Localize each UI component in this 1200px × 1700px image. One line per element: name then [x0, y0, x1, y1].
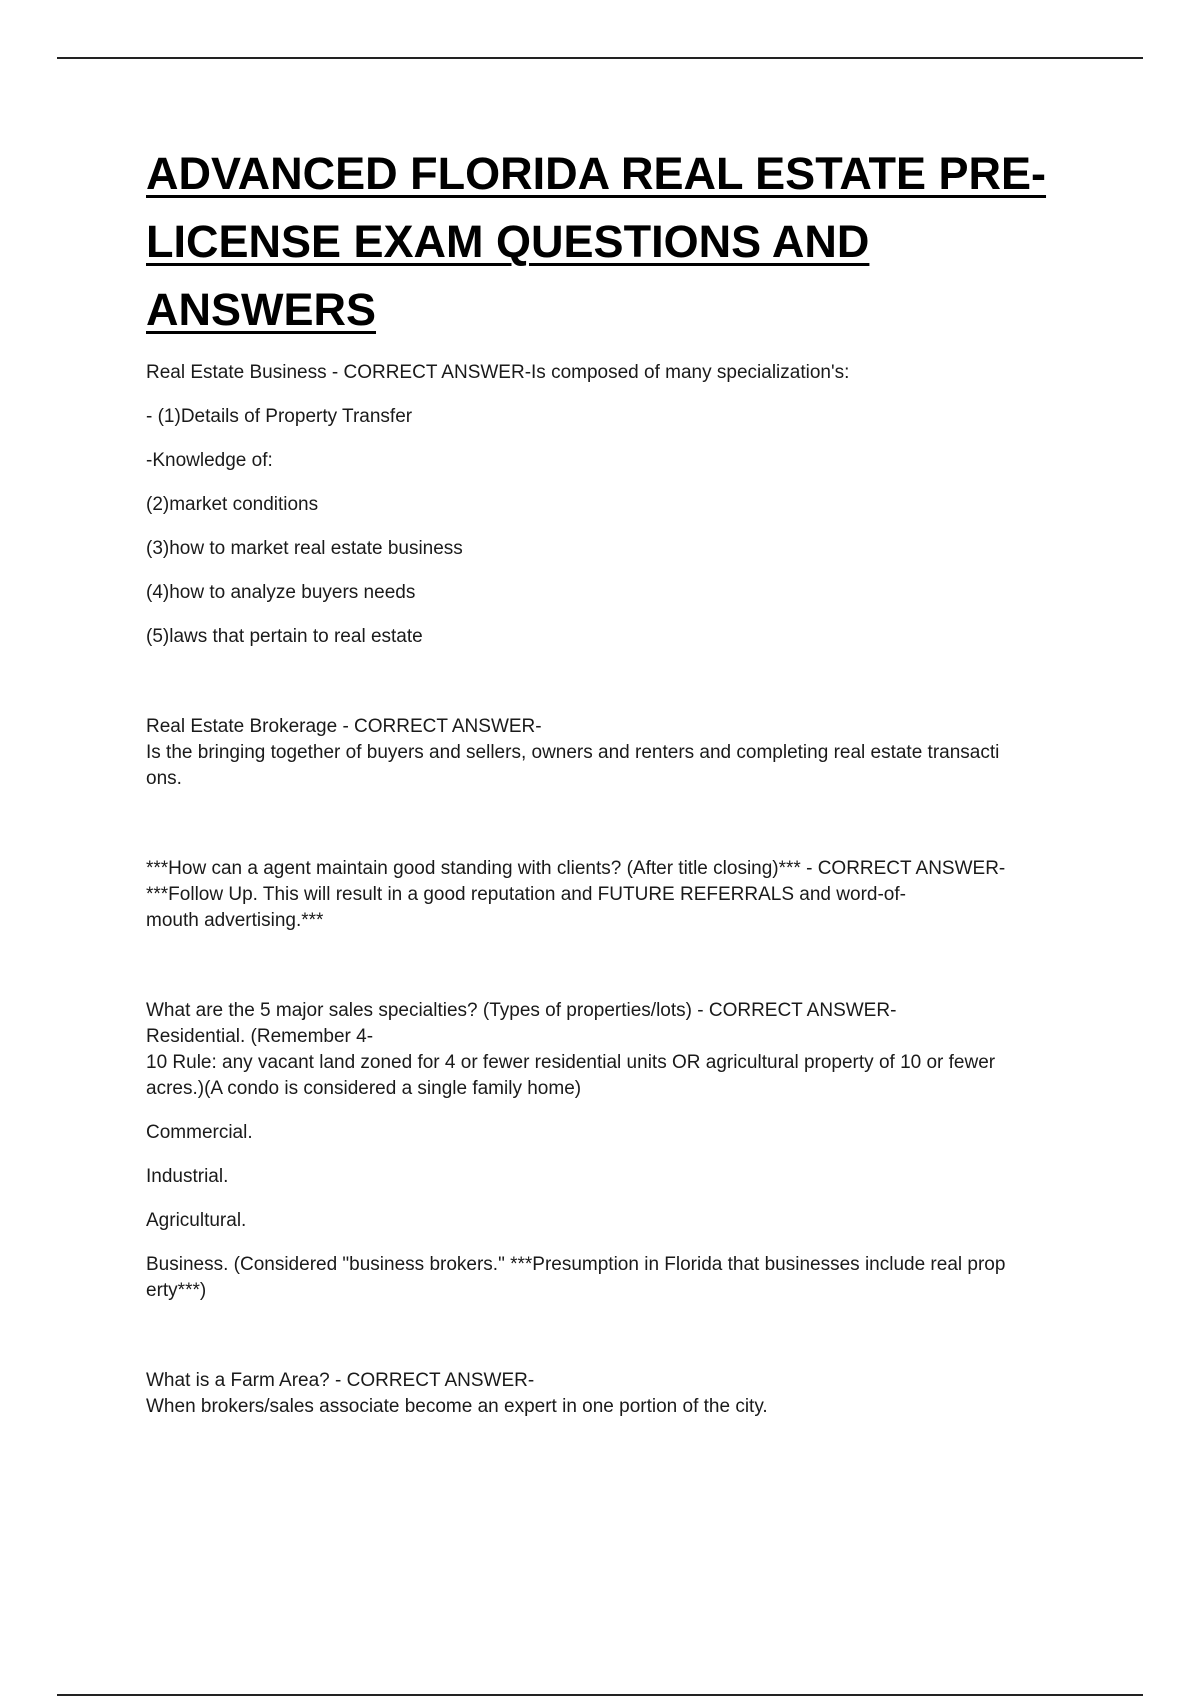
list-item: (3)how to market real estate business: [146, 538, 463, 559]
section-sales-specialties: [146, 998, 1086, 1304]
answer-line: Is the bringing together of buyers and sellers, owners and renters and completing real estate transacti: [146, 742, 1000, 763]
list-item: - (1)Details of Property Transfer: [146, 406, 413, 427]
answer-line: 10 Rule: any vacant land zoned for 4 or fewer residential units OR agricultural property of 10 or fewer: [146, 1052, 996, 1073]
list-item: (5)laws that pertain to real estate: [146, 626, 423, 647]
list-item-continued: erty***): [146, 1280, 207, 1301]
section-good-standing: [146, 856, 1086, 934]
list-item: Agricultural.: [146, 1210, 247, 1231]
title-line-1: ADVANCED FLORIDA REAL ESTATE PRE-: [146, 148, 1047, 199]
answer-line: ons.: [146, 768, 182, 789]
section-real-estate-business: [146, 360, 1086, 650]
list-item: Commercial.: [146, 1122, 253, 1143]
answer-line: mouth advertising.***: [146, 910, 324, 931]
footer-rule: [57, 1694, 1143, 1696]
list-item: Business. (Considered "business brokers." ***Presumption in Florida that businesses include real prop: [146, 1254, 1006, 1275]
question-line: What are the 5 major sales specialties? (Types of properties/lots) - CORRECT ANSWER-: [146, 1000, 897, 1021]
list-item: (4)how to analyze buyers needs: [146, 582, 416, 603]
question-line: Real Estate Brokerage - CORRECT ANSWER-: [146, 716, 542, 737]
question-answer: Real Estate Business - CORRECT ANSWER-Is composed of many specialization's:: [146, 362, 850, 383]
list-item: Industrial.: [146, 1166, 229, 1187]
list-item: -Knowledge of:: [146, 450, 273, 471]
answer-line: acres.)(A condo is considered a single family home): [146, 1078, 582, 1099]
list-item: (2)market conditions: [146, 494, 319, 515]
header-rule: [57, 57, 1143, 59]
answer-line: When brokers/sales associate become an expert in one portion of the city.: [146, 1396, 768, 1417]
answer-line: Residential. (Remember 4-: [146, 1026, 374, 1047]
question-line: ***How can a agent maintain good standing with clients? (After title closing)*** - CORRECT ANSWER-: [146, 858, 1006, 879]
title-line-2: LICENSE EXAM QUESTIONS AND ANSWERS: [146, 216, 870, 335]
section-real-estate-brokerage: [146, 714, 1086, 792]
document-title: [146, 140, 1086, 344]
section-farm-area: [146, 1368, 1086, 1420]
answer-line: ***Follow Up. This will result in a good reputation and FUTURE REFERRALS and word-of-: [146, 884, 906, 905]
document-page: [146, 140, 1086, 1420]
question-line: What is a Farm Area? - CORRECT ANSWER-: [146, 1370, 535, 1391]
